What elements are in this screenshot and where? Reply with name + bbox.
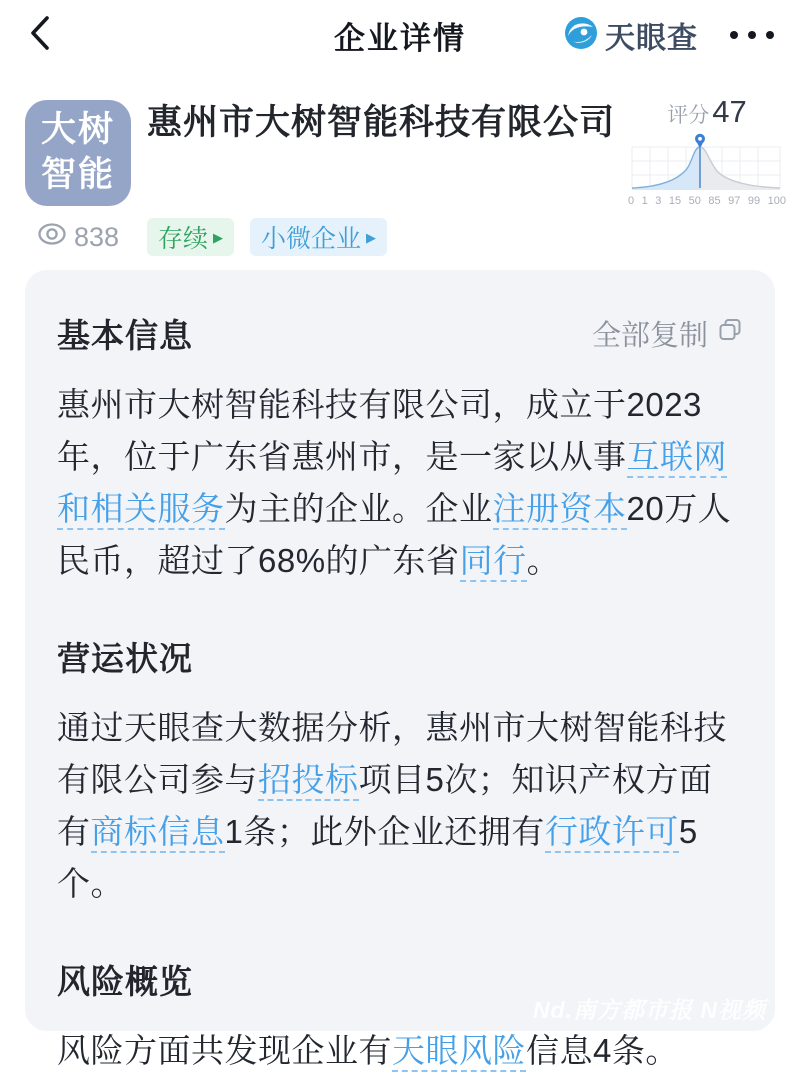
tick-label: 85 <box>708 195 721 207</box>
score-axis-ticks <box>628 195 786 207</box>
tick-label: 50 <box>688 195 701 207</box>
tick-label: 0 <box>628 195 635 207</box>
text-run: 为主的企业。企业 <box>224 490 493 527</box>
text-run: 惠州市大树智能科技有限公司，成立于2023年，位于广东省惠州市，是一家以从事 <box>57 386 702 475</box>
operations-paragraph <box>57 702 743 910</box>
company-tags <box>147 218 387 256</box>
company-name: 惠州市大树智能科技有限公司 <box>147 103 616 142</box>
dot-icon <box>730 31 738 39</box>
score-label: 评分 <box>667 104 710 127</box>
info-card <box>25 270 775 1069</box>
score-distribution-chart <box>628 132 786 194</box>
status-badge-label: 存续 <box>158 225 209 253</box>
tick-label: 3 <box>655 195 662 207</box>
enterprise-type-label: 小微企业 <box>261 225 362 253</box>
copy-all-button[interactable] <box>592 313 743 354</box>
logo-text-line1: 大树 <box>40 110 115 150</box>
logo-text-line2: 智能 <box>40 155 115 194</box>
inline-link[interactable]: 注册资本 <box>493 490 627 530</box>
inline-link[interactable]: 同行 <box>460 542 527 582</box>
dot-icon <box>766 31 774 39</box>
section-basic-info <box>57 310 743 587</box>
inline-link[interactable]: 行政许可 <box>545 813 679 853</box>
status-badge[interactable] <box>147 218 234 256</box>
inline-link[interactable]: 商标信息 <box>91 813 225 853</box>
score-value: 47 <box>712 94 747 129</box>
risk-paragraph <box>57 1025 743 1077</box>
text-run: 风险方面共发现企业有 <box>57 1032 392 1069</box>
copy-icon <box>717 317 743 351</box>
tick-label: 100 <box>767 195 786 207</box>
score-widget[interactable] <box>628 94 786 207</box>
tianyancha-eye-icon <box>564 16 598 55</box>
text-run: 5个。 <box>57 813 698 902</box>
dot-icon <box>748 31 756 39</box>
chevron-right-icon: ▶ <box>366 230 377 245</box>
eye-icon <box>37 222 67 253</box>
view-count-value: 838 <box>73 221 120 252</box>
text-run: 1条；此外企业还拥有 <box>224 813 545 850</box>
text-run: 信息4条。 <box>526 1032 679 1069</box>
navbar <box>0 0 800 70</box>
text-run: 。 <box>526 542 561 579</box>
brand-name: 天眼查 <box>605 22 698 55</box>
inline-link[interactable]: 天眼风险 <box>392 1032 526 1072</box>
section-operations <box>57 633 743 910</box>
inline-link[interactable]: 招投标 <box>258 761 359 801</box>
text-run: 20万人民币，超过了68%的广东省 <box>57 490 732 579</box>
text-run: 通过天眼查大数据分析，惠州市大树智能科技有限公司参与 <box>57 709 727 798</box>
score-pin-icon <box>695 134 705 149</box>
tick-label: 97 <box>728 195 741 207</box>
copy-all-label: 全部复制 <box>591 320 708 352</box>
inline-link[interactable]: 互联网和相关服务 <box>57 438 727 530</box>
section-title: 基本信息 <box>57 317 193 354</box>
basic-info-paragraph <box>57 379 743 587</box>
back-button[interactable] <box>26 13 52 58</box>
enterprise-type-badge[interactable] <box>250 218 387 256</box>
view-count <box>25 222 131 253</box>
tick-label: 99 <box>747 195 761 207</box>
more-menu-button[interactable] <box>730 31 774 39</box>
tick-label: 15 <box>668 195 682 207</box>
page-title: 企业详情 <box>334 20 466 56</box>
company-logo <box>25 100 131 206</box>
company-header <box>0 70 800 256</box>
chevron-left-icon <box>26 13 52 58</box>
section-title: 营运状况 <box>57 640 193 677</box>
chevron-right-icon: ▶ <box>213 230 224 245</box>
tick-label: 1 <box>641 195 648 207</box>
section-title: 风险概览 <box>57 963 193 1000</box>
news-watermark: Nd.南方都市报 N视频 <box>532 997 766 1023</box>
tianyancha-logo <box>564 13 698 57</box>
text-run: 项目5次；知识产权方面有 <box>57 761 713 850</box>
